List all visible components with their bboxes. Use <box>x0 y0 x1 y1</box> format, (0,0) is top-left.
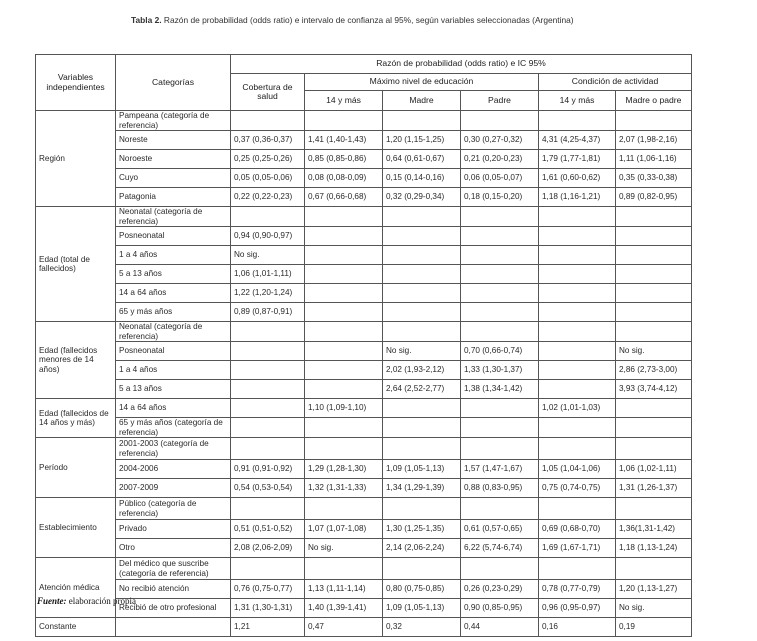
value-cell: 0,94 (0,90-0,97) <box>231 227 305 246</box>
value-cell <box>383 399 461 418</box>
source-text: elaboración propia <box>68 596 136 606</box>
value-cell <box>539 438 616 460</box>
value-cell: 0,21 (0,20-0,23) <box>461 150 539 169</box>
value-cell <box>231 111 305 131</box>
value-cell: 1,31 (1,26-1,37) <box>616 479 692 498</box>
value-cell <box>231 207 305 227</box>
table-body <box>36 55 692 637</box>
value-cell <box>383 284 461 303</box>
value-cell <box>305 322 383 342</box>
value-cell <box>616 438 692 460</box>
table-row <box>36 265 692 284</box>
table-row <box>36 111 692 131</box>
value-cell <box>305 284 383 303</box>
value-cell: 0,85 (0,85-0,86) <box>305 150 383 169</box>
value-cell: No sig. <box>231 246 305 265</box>
value-cell <box>305 207 383 227</box>
value-cell <box>539 284 616 303</box>
category-cell: Otro <box>116 539 231 558</box>
value-cell: 1,79 (1,77-1,81) <box>539 150 616 169</box>
value-cell <box>461 246 539 265</box>
value-cell: 1,02 (1,01-1,03) <box>539 399 616 418</box>
value-cell: 1,38 (1,34-1,42) <box>461 380 539 399</box>
table-row <box>36 361 692 380</box>
value-cell <box>383 227 461 246</box>
value-cell: 1,69 (1,67-1,71) <box>539 539 616 558</box>
value-cell: 1,18 (1,13-1,24) <box>616 539 692 558</box>
value-cell <box>305 111 383 131</box>
value-cell <box>539 265 616 284</box>
value-cell <box>305 361 383 380</box>
category-cell: Pampeana (categoría de referencia) <box>116 111 231 131</box>
table-row <box>36 520 692 539</box>
value-cell: 1,21 <box>231 618 305 637</box>
table-row <box>36 380 692 399</box>
value-cell: 0,78 (0,77-0,79) <box>539 580 616 599</box>
category-cell: Patagonia <box>116 188 231 207</box>
header-edu-madre: Madre <box>383 91 461 111</box>
category-cell: 65 y más años <box>116 303 231 322</box>
caption-text: Razón de probabilidad (odds ratio) e intervalo de confianza al 95%, según variables seleccionadas (Argentina) <box>163 15 574 25</box>
table-row <box>36 498 692 520</box>
value-cell <box>461 322 539 342</box>
value-cell: No sig. <box>383 342 461 361</box>
category-cell: Público (categoría de referencia) <box>116 498 231 520</box>
table-row <box>36 322 692 342</box>
table-row <box>36 131 692 150</box>
value-cell: 1,05 (1,04-1,06) <box>539 460 616 479</box>
value-cell: 1,31 (1,30-1,31) <box>231 599 305 618</box>
source-note <box>37 596 136 606</box>
value-cell <box>616 284 692 303</box>
value-cell <box>539 498 616 520</box>
value-cell <box>461 498 539 520</box>
value-cell <box>383 418 461 438</box>
variable-cell: Período <box>36 438 116 498</box>
value-cell <box>383 246 461 265</box>
category-cell: Neonatal (categoría de referencia) <box>116 207 231 227</box>
value-cell <box>461 111 539 131</box>
value-cell <box>305 246 383 265</box>
category-cell: 1 a 4 años <box>116 361 231 380</box>
value-cell <box>231 342 305 361</box>
header-edu-padre: Padre <box>461 91 539 111</box>
value-cell: 1,34 (1,29-1,39) <box>383 479 461 498</box>
value-cell <box>539 111 616 131</box>
value-cell: 1,40 (1,39-1,41) <box>305 599 383 618</box>
header-act-madre-padre: Madre o padre <box>616 91 692 111</box>
value-cell: 0,32 (0,29-0,34) <box>383 188 461 207</box>
value-cell: No sig. <box>305 539 383 558</box>
value-cell: 0,61 (0,57-0,65) <box>461 520 539 539</box>
value-cell <box>305 498 383 520</box>
category-cell: Noroeste <box>116 150 231 169</box>
value-cell: 6,22 (5,74-6,74) <box>461 539 539 558</box>
table-row <box>36 284 692 303</box>
value-cell <box>305 558 383 580</box>
value-cell: 0,51 (0,51-0,52) <box>231 520 305 539</box>
value-cell: 4,31 (4,25-4,37) <box>539 131 616 150</box>
value-cell <box>539 342 616 361</box>
value-cell: 0,89 (0,87-0,91) <box>231 303 305 322</box>
value-cell: 1,33 (1,30-1,37) <box>461 361 539 380</box>
value-cell: 1,18 (1,16-1,21) <box>539 188 616 207</box>
variable-cell: Constante <box>36 618 116 637</box>
value-cell <box>539 418 616 438</box>
header-variables: Variables independientes <box>36 55 116 111</box>
value-cell <box>616 227 692 246</box>
value-cell: 0,75 (0,74-0,75) <box>539 479 616 498</box>
table-row <box>36 479 692 498</box>
category-cell: 1 a 4 años <box>116 246 231 265</box>
category-cell: 14 a 64 años <box>116 399 231 418</box>
value-cell: 0,16 <box>539 618 616 637</box>
source-label: Fuente: <box>37 596 67 606</box>
table-row <box>36 399 692 418</box>
value-cell: 1,20 (1,13-1,27) <box>616 580 692 599</box>
header-act-14: 14 y más <box>539 91 616 111</box>
value-cell <box>383 207 461 227</box>
category-cell: Posneonatal <box>116 342 231 361</box>
value-cell <box>461 227 539 246</box>
value-cell: 2,07 (1,98-2,16) <box>616 131 692 150</box>
value-cell <box>539 380 616 399</box>
value-cell <box>231 558 305 580</box>
value-cell: 1,61 (0,60-0,62) <box>539 169 616 188</box>
category-cell: 14 a 64 años <box>116 284 231 303</box>
category-cell: 65 y más años (categoría de referencia) <box>116 418 231 438</box>
header-cobertura: Cobertura de salud <box>231 74 305 111</box>
value-cell: 0,88 (0,83-0,95) <box>461 479 539 498</box>
value-cell <box>461 303 539 322</box>
value-cell: No sig. <box>616 342 692 361</box>
category-cell: Privado <box>116 520 231 539</box>
value-cell <box>461 207 539 227</box>
value-cell: 0,25 (0,25-0,26) <box>231 150 305 169</box>
table-row <box>36 207 692 227</box>
value-cell: 0,08 (0,08-0,09) <box>305 169 383 188</box>
value-cell <box>616 111 692 131</box>
value-cell: 0,80 (0,75-0,85) <box>383 580 461 599</box>
table-row <box>36 618 692 637</box>
value-cell <box>231 438 305 460</box>
value-cell: 1,20 (1,15-1,25) <box>383 131 461 150</box>
value-cell: 0,76 (0,75-0,77) <box>231 580 305 599</box>
value-cell: 1,29 (1,28-1,30) <box>305 460 383 479</box>
table-row <box>36 246 692 265</box>
value-cell: 0,64 (0,61-0,67) <box>383 150 461 169</box>
category-cell: 2004-2006 <box>116 460 231 479</box>
value-cell: 1,30 (1,25-1,35) <box>383 520 461 539</box>
category-cell: Cuyo <box>116 169 231 188</box>
value-cell <box>231 322 305 342</box>
value-cell <box>383 265 461 284</box>
value-cell: 0,26 (0,23-0,29) <box>461 580 539 599</box>
value-cell: 1,06 (1,01-1,11) <box>231 265 305 284</box>
value-cell: 0,37 (0,36-0,37) <box>231 131 305 150</box>
value-cell <box>305 265 383 284</box>
table-row <box>36 558 692 580</box>
value-cell <box>616 246 692 265</box>
value-cell <box>539 361 616 380</box>
category-cell: 2007-2009 <box>116 479 231 498</box>
value-cell: 2,08 (2,06-2,09) <box>231 539 305 558</box>
value-cell: 0,96 (0,95-0,97) <box>539 599 616 618</box>
category-cell: Neonatal (categoría de referencia) <box>116 322 231 342</box>
header-condicion: Condición de actividad <box>539 74 692 91</box>
value-cell <box>539 303 616 322</box>
value-cell: 0,47 <box>305 618 383 637</box>
category-cell: Del médico que suscribe (categoría de referencia) <box>116 558 231 580</box>
header-maximo: Máximo nivel de educación <box>305 74 539 91</box>
value-cell <box>539 322 616 342</box>
table-row <box>36 460 692 479</box>
table-row <box>36 169 692 188</box>
value-cell: 1,36(1,31-1,42) <box>616 520 692 539</box>
odds-ratio-table <box>35 54 692 637</box>
value-cell: 0,91 (0,91-0,92) <box>231 460 305 479</box>
value-cell: 0,44 <box>461 618 539 637</box>
value-cell: 0,05 (0,05-0,06) <box>231 169 305 188</box>
value-cell <box>231 380 305 399</box>
value-cell <box>305 380 383 399</box>
category-cell: 5 a 13 años <box>116 265 231 284</box>
value-cell: 1,09 (1,05-1,13) <box>383 599 461 618</box>
category-cell <box>116 618 231 637</box>
value-cell: 2,64 (2,52-2,77) <box>383 380 461 399</box>
table-row <box>36 438 692 460</box>
value-cell: 0,35 (0,33-0,38) <box>616 169 692 188</box>
value-cell: 2,14 (2,06-2,24) <box>383 539 461 558</box>
value-cell <box>616 322 692 342</box>
table-row <box>36 227 692 246</box>
value-cell: 1,13 (1,11-1,14) <box>305 580 383 599</box>
value-cell: 0,06 (0,05-0,07) <box>461 169 539 188</box>
value-cell: 0,19 <box>616 618 692 637</box>
value-cell: 1,07 (1,07-1,08) <box>305 520 383 539</box>
value-cell: 0,90 (0,85-0,95) <box>461 599 539 618</box>
value-cell: 1,32 (1,31-1,33) <box>305 479 383 498</box>
value-cell: 0,89 (0,82-0,95) <box>616 188 692 207</box>
header-row <box>36 55 692 74</box>
table-row <box>36 303 692 322</box>
table-row <box>36 342 692 361</box>
header-razon: Razón de probabilidad (odds ratio) e IC 95% <box>231 55 692 74</box>
variable-cell: Región <box>36 111 116 207</box>
value-cell <box>461 438 539 460</box>
value-cell: 0,54 (0,53-0,54) <box>231 479 305 498</box>
value-cell <box>616 207 692 227</box>
value-cell <box>305 303 383 322</box>
value-cell <box>539 207 616 227</box>
value-cell <box>231 399 305 418</box>
value-cell: 3,93 (3,74-4,12) <box>616 380 692 399</box>
value-cell <box>383 558 461 580</box>
header-categorias: Categorías <box>116 55 231 111</box>
value-cell <box>616 498 692 520</box>
value-cell <box>616 265 692 284</box>
value-cell <box>305 227 383 246</box>
value-cell <box>539 246 616 265</box>
variable-cell: Edad (fallecidos de 14 años y más) <box>36 399 116 438</box>
value-cell <box>383 322 461 342</box>
value-cell <box>231 498 305 520</box>
value-cell: 1,09 (1,05-1,13) <box>383 460 461 479</box>
value-cell <box>461 418 539 438</box>
value-cell: 0,30 (0,27-0,32) <box>461 131 539 150</box>
value-cell: 1,06 (1,02-1,11) <box>616 460 692 479</box>
value-cell <box>305 418 383 438</box>
value-cell <box>383 303 461 322</box>
value-cell <box>461 284 539 303</box>
value-cell: 0,67 (0,66-0,68) <box>305 188 383 207</box>
table-caption <box>131 15 574 25</box>
value-cell <box>461 558 539 580</box>
variable-cell: Edad (total de fallecidos) <box>36 207 116 322</box>
value-cell: 0,15 (0,14-0,16) <box>383 169 461 188</box>
category-cell: Noreste <box>116 131 231 150</box>
variable-cell: Establecimiento <box>36 498 116 558</box>
value-cell: 0,22 (0,22-0,23) <box>231 188 305 207</box>
value-cell: 1,11 (1,06-1,16) <box>616 150 692 169</box>
category-cell: Posneonatal <box>116 227 231 246</box>
value-cell <box>383 111 461 131</box>
category-cell: No recibió atención <box>116 580 231 599</box>
value-cell: No sig. <box>616 599 692 618</box>
value-cell <box>461 265 539 284</box>
variable-cell: Edad (fallecidos menores de 14 años) <box>36 322 116 399</box>
table-row <box>36 418 692 438</box>
value-cell: 2,02 (1,93-2,12) <box>383 361 461 380</box>
value-cell: 0,18 (0,15-0,20) <box>461 188 539 207</box>
table-row <box>36 539 692 558</box>
category-cell: 5 a 13 años <box>116 380 231 399</box>
value-cell <box>616 303 692 322</box>
table-row <box>36 150 692 169</box>
value-cell <box>539 227 616 246</box>
value-cell: 0,69 (0,68-0,70) <box>539 520 616 539</box>
value-cell <box>616 418 692 438</box>
value-cell <box>305 438 383 460</box>
value-cell <box>616 558 692 580</box>
value-cell: 1,41 (1,40-1,43) <box>305 131 383 150</box>
value-cell: 1,10 (1,09-1,10) <box>305 399 383 418</box>
value-cell <box>461 399 539 418</box>
value-cell: 1,57 (1,47-1,67) <box>461 460 539 479</box>
value-cell: 0,32 <box>383 618 461 637</box>
value-cell <box>539 558 616 580</box>
variable-cell: Atención médica <box>36 558 116 618</box>
value-cell: 0,70 (0,66-0,74) <box>461 342 539 361</box>
caption-label: Tabla 2. <box>131 15 162 25</box>
value-cell: 2,86 (2,73-3,00) <box>616 361 692 380</box>
value-cell <box>231 361 305 380</box>
value-cell <box>383 438 461 460</box>
category-cell: 2001-2003 (categoría de referencia) <box>116 438 231 460</box>
value-cell: 1,22 (1,20-1,24) <box>231 284 305 303</box>
value-cell <box>383 498 461 520</box>
value-cell <box>231 418 305 438</box>
value-cell <box>616 399 692 418</box>
value-cell <box>305 342 383 361</box>
category-cell: Recibió de otro profesional <box>116 599 231 618</box>
table-row <box>36 188 692 207</box>
header-edu-14: 14 y más <box>305 91 383 111</box>
